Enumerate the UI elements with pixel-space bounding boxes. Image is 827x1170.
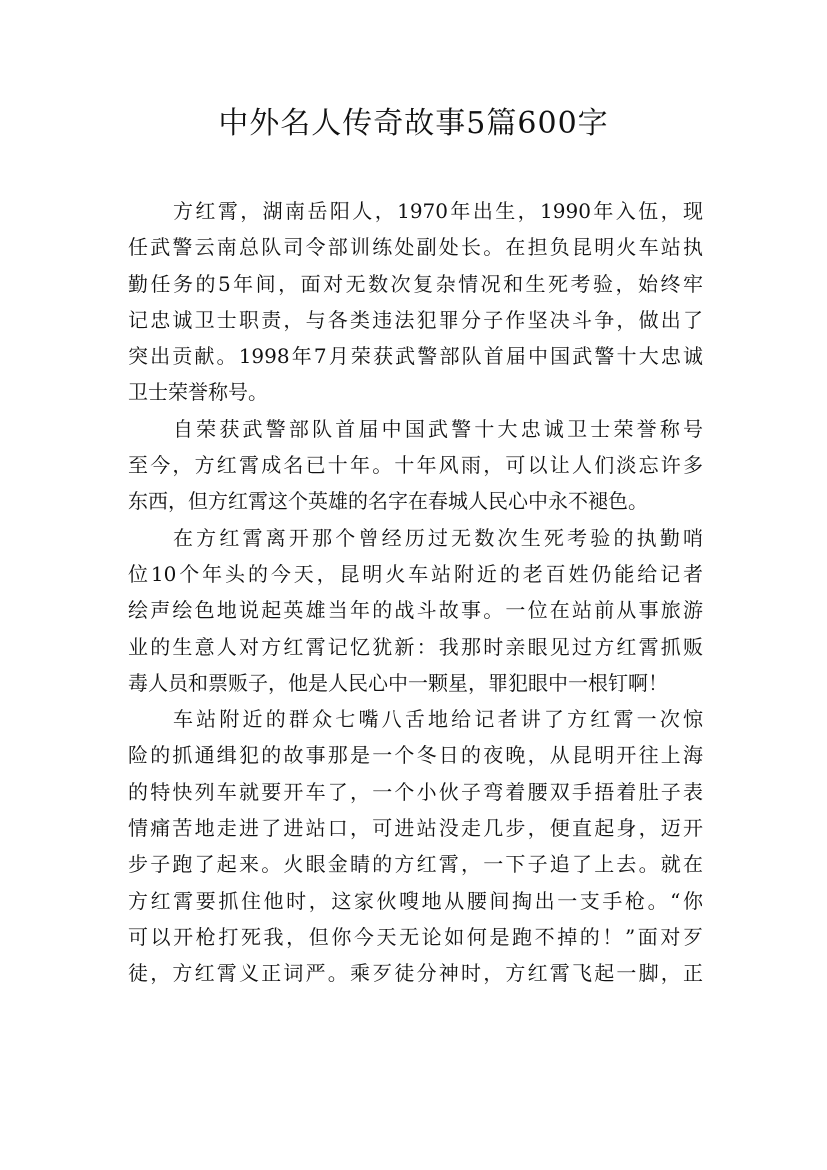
paragraph: [128, 411, 703, 520]
text-line: 位10个年头的今天，昆明火车站附近的老百姓仍能给记者: [128, 561, 703, 586]
text-line: 徒，方红霄义正词严。乘歹徒分神时，方红霄飞起一脚，正: [128, 961, 703, 986]
text-line: 的特快列车就要开车了，一个小伙子弯着腰双手捂着肚子表: [128, 779, 703, 804]
text-line: 突出贡献。1998年7月荣获武警部队首届中国武警十大忠诚: [128, 344, 703, 369]
text-line: 险的抓通缉犯的故事那是一个冬日的夜晚，从昆明开往上海: [128, 743, 703, 768]
text-line: 自荣获武警部队首届中国武警十大忠诚卫士荣誉称号: [173, 416, 703, 441]
paragraph: [128, 701, 703, 991]
text-line: 步子跑了起来。火眼金睛的方红霄，一下子追了上去。就在: [128, 852, 703, 877]
text-line: 记忠诚卫士职责，与各类违法犯罪分子作坚决斗争，做出了: [128, 307, 703, 332]
text-line: 绘声绘色地说起英雄当年的战斗故事。一位在站前从事旅游: [128, 598, 703, 623]
text-line: 勤任务的5年间，面对无数次复杂情况和生死考验，始终牢: [128, 271, 703, 296]
text-line: 任武警云南总队司令部训练处副处长。在担负昆明火车站执: [128, 235, 703, 260]
document-body: [128, 193, 703, 992]
text-line: 东西，但方红霄这个英雄的名字在春城人民心中永不褪色。: [128, 489, 648, 514]
text-line: 方红霄，湖南岳阳人，1970年出生，1990年入伍，现: [173, 199, 703, 223]
text-line: 方红霄要抓住他时，这家伙嗖地从腰间掏出一支手枪。“你: [128, 888, 703, 913]
text-line: 在方红霄离开那个曾经历过无数次生死考验的执勤哨: [173, 525, 703, 550]
text-line: 毒人员和票贩子，他是人民心中一颗星，罪犯眼中一根钉啊！: [128, 670, 668, 695]
text-line: 情痛苦地走进了进站口，可进站没走几步，便直起身，迈开: [128, 816, 703, 841]
paragraph: [128, 193, 703, 411]
document-title: 中外名人传奇故事5篇600字: [218, 106, 609, 141]
text-line: 车站附近的群众七嘴八舌地给记者讲了方红霄一次惊: [173, 707, 703, 732]
text-line: 卫士荣誉称号。: [128, 380, 268, 405]
text-line: 至今，方红霄成名已十年。十年风雨，可以让人们淡忘许多: [128, 453, 703, 478]
text-line: 可以开枪打死我，但你今天无论如何是跑不掉的！”面对歹: [128, 924, 703, 949]
text-line: 业的生意人对方红霄记忆犹新：我那时亲眼见过方红霄抓贩: [128, 634, 703, 659]
paragraph: [128, 520, 703, 701]
